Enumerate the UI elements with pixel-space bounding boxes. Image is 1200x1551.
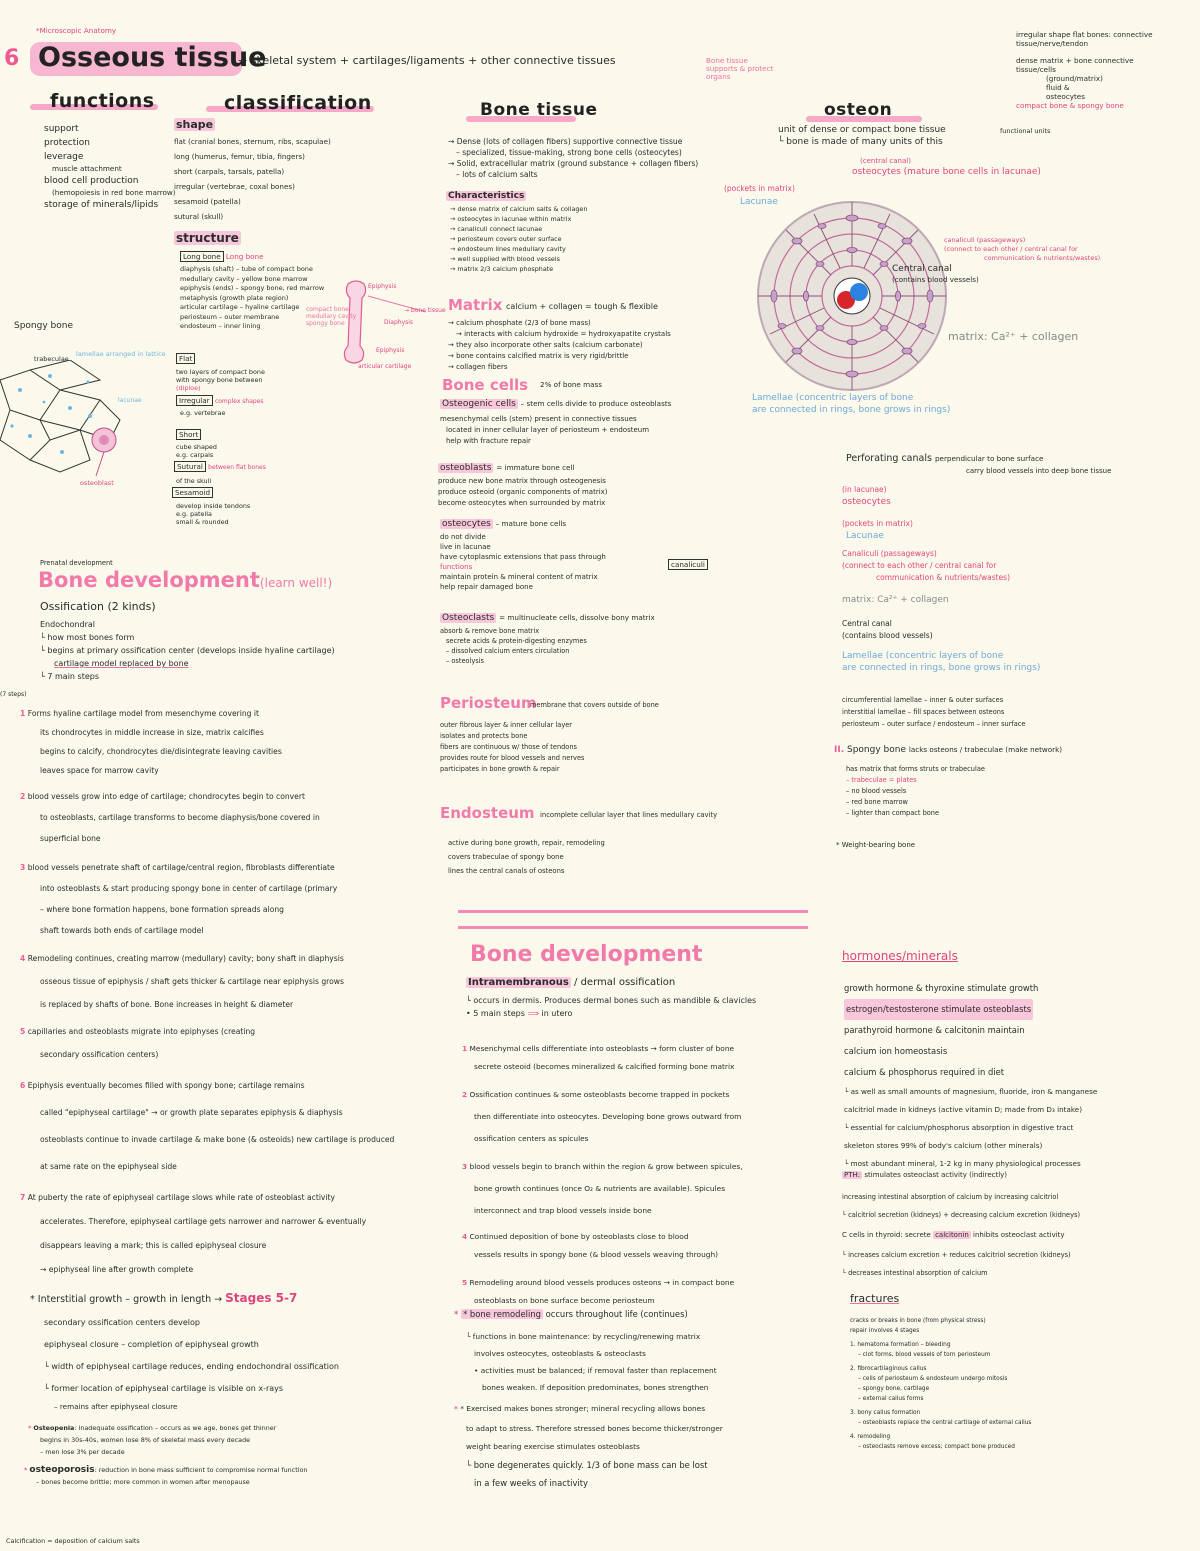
osteon-pink1: (central canal) <box>860 157 911 165</box>
exercise-line: * * Exercised makes bones stronger; mineral recycling allows bones <box>454 1404 706 1413</box>
interstitial-growth: * Interstitial growth – growth in length → Stages 5-7 <box>30 1291 298 1305</box>
characteristics-heading: Characteristics <box>448 191 525 201</box>
interstitial-list: secondary ossification centers develop epiphyseal closure – completion of epiphyseal growth └ width of epiphyseal cartilage reduces, ending endochondral ossification └ former location of epiphyseal cartilage is visible on x-rays – remains after epiphyseal closure <box>44 1318 339 1411</box>
matrix-list: → calcium phosphate (2/3 of bone mass) → interacts with calcium hydroxide = hydroxyapatite crystals → they also incorporate other salts (calcium carbonate) → bone contains calcified matrix is very rigid/brittle → collagen fibers <box>448 319 671 371</box>
osteon-central: Central canal (contains blood vessels) <box>892 264 979 284</box>
intramembranous-steps: 1 Mesenchymal cells differentiate into osteoblasts → form cluster of bone secrete osteoid (becomes mineralized & calcified forming bone matrix 2 Ossification continues & some osteoblasts become trapped in pockets then differentiate into osteocytes. Developing bone grows outward from ossification centers as spicules 3 blood vessels begin to branch within the region & grow between spicules, bone growth continues (once O₂ & nutrients are available). Spicules interconnect and trap blood vessels inside bone 4 Continued deposition of bone by osteoblasts close to blood vessels results in spongy bone (& blood vessels weaving through) 5 Remodeling around blood vessels produces osteons → in compact bone osteoblasts on bone surface become periosteum <box>462 1044 743 1305</box>
osteon-diagram <box>752 196 952 396</box>
bone-tissue-list: → Dense (lots of collagen fibers) supportive connective tissue – specialized, tissue-making, strong bone cells (osteocytes) → Solid, extracellular matrix (ground substance + collagen fibers) – lots of calcium salts <box>448 137 699 179</box>
endochondral-steps: 1 Forms hyaline cartilage model from mesenchyme covering it its chondrocytes in middle increase in size, matrix calcifies begins to calcify, chondrocytes die/disintegrate leaving cavities leaves space for marrow cavity 2 blood vessels grow into edge of cartilage; chondrocytes begin to convert to osteoblasts, cartilage transforms to become diaphysis/bone covered in superficial bone 3 blood vessels penetrate shaft of cartilage/central region, fibroblasts differentiate into osteoblasts & start producing spongy bone in center of cartilage (primary – where bone formation happens, bone formation spreads along shaft towards both ends of cartilage model 4 Remodeling continues, creating marrow (medullary) cavity; bony shaft in diaphysis osseous tissue of epiphysis / shaft gets thicker & cartilage near epiphysis grows is replaced by shafts of bone. Bone increases in height & diameter 5 capillaries and osteoblasts migrate into epiphyses (creating secondary ossification centers) 6 Epiphysis eventually becomes filled with spongy bone; cartilage remains called "epiphyseal cartilage" → or growth plate separates epiphysis & diaphysis osteoblasts continue to invade cartilage & make bone (& osteoids) new cartilage is produced at same rate on the epiphyseal side 7 At puberty the rate of epiphyseal cartilage slows while rate of osteoblast activity accelerates. Therefore, epiphyseal cartilage gets narrower and narrower & eventually disappears leaving a mark; this is called epiphyseal closure → epiphyseal line after growth complete <box>20 709 395 1274</box>
bone-tissue-heading: Bone tissue <box>480 100 598 120</box>
osteoclasts-list: absorb & remove bone matrix secrete acids & protein-digesting enzymes – dissolved calcium enters circulation – osteolysis <box>440 627 587 665</box>
osteon-side: functional units <box>1000 127 1051 135</box>
bone-remodeling: * * bone remodeling occurs throughout life (continues) <box>454 1309 688 1319</box>
sutural-notes: of the skull <box>176 477 212 485</box>
pth-list: increasing intestinal absorption of calcium by increasing calcitriol └ calcitriol secretion (kidneys) + decreasing calcium excretion (kidneys) <box>842 1193 1081 1219</box>
endosteum-text: incomplete cellular layer that lines medullary cavity <box>540 811 718 819</box>
sesamoid-notes: develop inside tendons e.g. patella small & rounded <box>176 502 251 526</box>
flat-notes: two layers of compact bone with spongy bone between (diploe) <box>176 368 265 392</box>
classification-heading: classification <box>224 92 372 114</box>
endosteum-heading: Endosteum <box>440 804 535 822</box>
osteon-heading: osteon <box>824 100 893 120</box>
diagram-arrow-label: → bone tissue <box>404 307 446 314</box>
long-label: Long bone Long bone <box>180 252 264 262</box>
characteristics-list: → dense matrix of calcium salts & collagen → osteocytes in lacunae within matrix → canaliculi connect lacunae → periosteum covers outer surface → endosteum lines medullary cavity → well supplied with blood vessels → matrix 2/3 calcium phosphate <box>450 205 588 273</box>
spongy-bone-line: II. Spongy bone lacks osteons / trabeculae (make network) <box>834 745 1063 755</box>
c-cells-list: └ increases calcium excretion + reduces calcitriol secretion (kidneys) └ decreases intestinal absorption of calcium <box>842 1251 1071 1277</box>
remodeling-list: └ functions in bone maintenance: by recycling/renewing matrix involves osteocytes, osteoblasts & osteoclasts • activities must be balanced; if removal faster than replacement bones weaken. If deposition predominates, bones strengthen <box>466 1332 717 1392</box>
exercise-list: to adapt to stress. Therefore stressed bones become thicker/stronger weight bearing exercise stimulates osteoblasts └ bone degenerates quickly. 1/3 of bone mass can be lost in a few weeks of inactivity <box>466 1424 723 1488</box>
flat-label: Flat <box>176 354 195 364</box>
shape-list: flat (cranial bones, sternum, ribs, scapulae) long (humerus, femur, tibia, fingers) short (carpals, tarsals, patella) irregular (vertebrae, coxal bones) sesamoid (patella) sutural (skull) <box>174 137 331 221</box>
structure-heading: structure <box>176 231 239 245</box>
bone-label-diaphysis: Diaphysis <box>384 319 414 326</box>
intramembranous-list: └ occurs in dermis. Produces dermal bones such as mandible & clavicles • 5 main steps ⟹ in utero <box>466 996 757 1018</box>
osteocytes-line: osteocytes – mature bone cells <box>442 519 567 529</box>
matrix-heading: Matrix <box>448 296 503 314</box>
osteon-lacunae: Lacunae <box>740 197 778 207</box>
perforating-canals-2: carry blood vessels into deep bone tissue <box>966 467 1112 475</box>
spongy-bone-list: has matrix that forms struts or trabeculae – trabeculae = plates – no blood vessels – red bone marrow – lighter than compact bone <box>846 765 985 817</box>
osteon-osteocytes: osteocytes (mature bone cells in lacunae) <box>852 167 1041 177</box>
sesamoid-label: Sesamoid <box>172 488 213 498</box>
irregular-label: Irregular complex shapes <box>176 396 264 407</box>
osteon-desc: unit of dense or compact bone tissue └ bone is made of many units of this <box>778 125 946 147</box>
bone-label-articular: articular cartilage <box>358 363 412 370</box>
osteoblasts-line: osteoblasts = immature bone cell <box>440 463 575 473</box>
bone-label-epiphysis: Epiphysis <box>368 283 397 290</box>
bone-dev-heading: Bone development(learn well!) <box>38 568 333 592</box>
spongy-bone-label: Spongy bone <box>14 321 73 331</box>
osteopenia-block: * Osteopenia: inadequate ossification – occurs as we age, bones get thinner begins in 30s-40s, women lose 8% of skeletal mass every decade – men lose 3% per decade <box>28 1424 277 1456</box>
osteocytes-list: do not divide live in lacunae have cytoplasmic extensions that pass through functions maintain protein & mineral content of matrix help repair damaged bone <box>440 533 606 591</box>
osteoporosis-block: * osteoporosis: reduction in bone mass sufficient to compromise normal function – bones become brittle; more common in women after menopause <box>24 1465 308 1486</box>
seven-steps-note: (7 steps) <box>0 691 27 698</box>
functions-list: support protection leverage muscle attachment blood cell production (hemopoiesis in red bone marrow) storage of minerals/lipids <box>44 124 176 210</box>
short-notes: cube shaped e.g. carpals <box>176 443 217 459</box>
trabeculae-label: trabeculae <box>34 355 69 363</box>
fractures-list: cracks or breaks in bone (from physical stress) repair involves 4 stages 1. hematoma formation – bleeding – clot forms, blood vessels of torn periosteum 2. fibrocartilaginous callus – cells of periosteum & endosteum undergo mitosis – spongy bone, cartilage – external callus forms 3. bony callus formation – osteoblasts replace the central cartilage of external callus 4. remodeling – osteoclasts remove excess; compact bone produced <box>850 1318 1032 1450</box>
periosteum-text: membrane that covers outside of bone <box>530 701 659 709</box>
osteoclasts-line: Osteoclasts = multinucleate cells, dissolve bony matrix <box>442 613 655 623</box>
bone-dev2-heading: Bone development <box>470 942 703 967</box>
osteon-matrix: matrix: Ca²⁺ + collagen <box>948 330 1079 343</box>
perforating-canals: Perforating canals perpendicular to bone surface <box>846 453 1044 464</box>
endosteum-list: active during bone growth, repair, remodeling covers trabeculae of spongy bone lines the central canals of osteons <box>448 839 605 875</box>
shape-heading: shape <box>176 118 214 131</box>
long-notes: diaphysis (shaft) – tube of compact bone medullary cavity – yellow bone marrow epiphysis (ends) – spongy bone, red marrow metaphysis (growth plate region) articular cartilage – hyaline cartilage periosteum – outer membrane endosteum – inner lining <box>180 265 325 330</box>
header-small-top: *Microscopic Anatomy <box>36 26 117 35</box>
canaliculi-box: canaliculi <box>668 560 708 570</box>
sutural-label: Sutural between flat bones <box>174 462 266 473</box>
hormones-heading: hormones/minerals <box>842 949 958 963</box>
endochondral-block: Endochondral └ how most bones form └ begins at primary ossification center (develops inside hyaline cartilage) cartilage model replaced by bone └ 7 main steps <box>40 620 335 681</box>
spongy-bone-diagram <box>0 360 150 480</box>
bone-dev-small: Prenatal development <box>40 559 113 567</box>
bone-cells-heading: Bone cells <box>442 376 529 394</box>
lacunae-label: lacunae <box>118 397 142 404</box>
spongy-note: lamellae arranged in lattice <box>76 350 166 358</box>
calcification-footer: Calcification = deposition of calcium salts <box>6 1537 140 1545</box>
page-title: Osseous tissue <box>38 42 267 73</box>
c-cells-line: C cells in thyroid: secrete calcitonin inhibits osteoclast activity <box>842 1231 1065 1239</box>
osteon-copy: (in lacunae) osteocytes (pockets in matrix) Lacunae Canaliculi (passageways) (connect to each other / central canal for communication & nutrients/wastes) matrix: Ca²⁺ + collagen Central canal (contains blood vessels) Lamellae (concentric layers of bone are connected in rings, bone grows in rings) <box>842 485 1041 673</box>
short-label: Short <box>176 430 201 440</box>
osteoblast-label: osteoblast <box>80 479 114 487</box>
osteon-canaliculi: canaliculi (passageways) (connect to each other / central canal for communication & nutrients/wastes) <box>944 236 1101 262</box>
diagram-note: compact bone medullary cavity spongy bone <box>306 306 357 327</box>
irregular-notes: e.g. vertebrae <box>180 409 226 417</box>
bone-cells-note: 2% of bone mass <box>540 380 603 389</box>
intramembranous-line: Intramembranous / dermal ossification <box>468 977 676 988</box>
osteon-star: * Weight-bearing bone <box>836 841 916 849</box>
header-top-right: irregular shape flat bones: connective tissue/nerve/tendon dense matrix + bone connective tissue/cells (ground/matrix) fluid & osteocytes compact bone & spongy bone <box>1016 30 1153 110</box>
osteon-lamellae: Lamellae (concentric layers of bone are connected in rings, bone grows in rings) <box>752 393 951 415</box>
header-side-note: Bone tissue supports & protect organs <box>706 56 774 81</box>
ossification-line: Ossification (2 kinds) <box>40 600 156 613</box>
osteon-more: circumferential lamellae – inner & outer surfaces interstitial lamellae – fill spaces between osteons periosteum – outer surface / endosteum – inner surface <box>842 696 1026 728</box>
osteogenic-list: mesenchymal cells (stem) present in connective tissues located in inner cellular layer of periosteum + endosteum help with fracture repair <box>440 415 650 445</box>
section-number: 6 <box>4 46 20 71</box>
page-subtitle: → skeletal system + cartilages/ligaments + other connective tissues <box>238 54 616 67</box>
fractures-heading: fractures <box>850 1292 900 1305</box>
periosteum-heading: Periosteum <box>440 694 537 712</box>
osteoblasts-list: produce new bone matrix through osteogenesis produce osteoid (organic components of matrix) become osteocytes when surrounded by matrix <box>438 477 608 507</box>
periosteum-list: outer fibrous layer & inner cellular layer isolates and protects bone fibers are continuous w/ those of tendons provides route for blood vessels and nerves participates in bone growth & repair <box>440 721 585 773</box>
hormones-list: growth hormone & thyroxine stimulate growth estrogen/testosterone stimulate osteoblasts parathyroid hormone & calcitonin maintain calcium ion homeostasis calcium & phosphorus required in diet └ as well as small amounts of magnesium, fluoride, iron & manganese calcitriol made in kidneys (active vitamin D; made from D₃ intake) └ essential for calcium/phosphorus absorption in digestive tract skeleton stores 99% of body's calcium (other minerals) └ most abundant mineral, 1-2 kg in many physiological processes <box>844 983 1098 1168</box>
osteon-lacunae-pink: (pockets in matrix) <box>724 184 795 193</box>
bone-label-epiphysis2: Epiphysis <box>376 347 405 354</box>
osteogenic-line: Osteogenic cells – stem cells divide to produce osteoblasts <box>442 399 672 409</box>
pth-line: PTH: stimulates osteoclast activity (indirectly) <box>844 1171 1008 1179</box>
matrix-text: calcium + collagen = tough & flexible <box>506 302 658 311</box>
functions-heading: functions <box>50 90 155 112</box>
